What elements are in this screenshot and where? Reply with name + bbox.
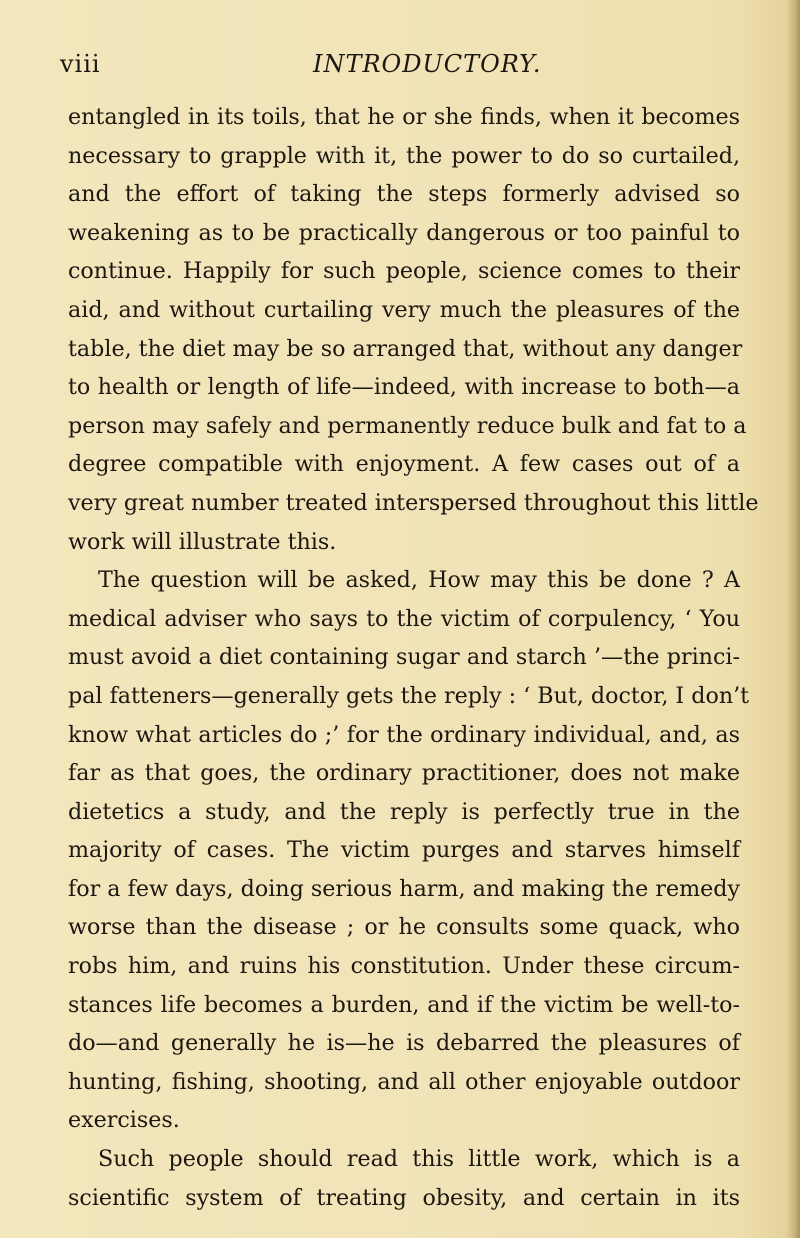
running-head	[60, 50, 760, 90]
text-line: do—and generally he is—he is debarred the pleasures of	[68, 1030, 740, 1057]
running-title: INTRODUCTORY.	[313, 50, 542, 78]
text-line: very great number treated interspersed throughout this little	[68, 489, 759, 516]
text-line: degree compatible with enjoyment. A few cases out of a	[68, 451, 740, 478]
text-line: to health or length of life—indeed, with increase to both—a	[68, 374, 740, 401]
text-line: scientific system of treating obesity, and certain in its	[68, 1184, 740, 1211]
text-line: hunting, fishing, shooting, and all other enjoyable outdoor	[68, 1068, 740, 1095]
text-line: pal fatteners—generally gets the reply : ‘ But, doctor, I don’t	[68, 682, 750, 709]
text-line: for a few days, doing serious harm, and making the remedy	[68, 875, 740, 902]
text-line: The question will be asked, How may this be done ? A	[98, 567, 740, 594]
text-line: necessary to grapple with it, the power to do so curtailed,	[68, 142, 740, 169]
text-line: entangled in its toils, that he or she finds, when it becomes	[68, 104, 740, 130]
text-line: must avoid a diet containing sugar and starch ’—the princi-	[68, 644, 740, 671]
text-line: exercises.	[68, 1107, 180, 1134]
text-line: know what articles do ;’ for the ordinary individual, and, as	[68, 721, 740, 748]
text-line: and the effort of taking the steps formerly advised so	[68, 181, 740, 208]
text-line: medical adviser who says to the victim of corpulency, ‘ You	[68, 605, 740, 632]
text-line: stances life becomes a burden, and if the victim be well-to-	[68, 991, 740, 1018]
text-line: weakening as to be practically dangerous or too painful to	[68, 219, 740, 246]
text-line: person may safely and permanently reduce bulk and fat to a	[68, 412, 747, 439]
text-line: continue. Happily for such people, science comes to their	[68, 258, 740, 285]
text-line: work will illustrate this.	[68, 528, 337, 555]
body-text	[68, 98, 759, 1217]
text-line: dietetics a study, and the reply is perfectly true in the	[68, 798, 740, 825]
text-line: far as that goes, the ordinary practitioner, does not make	[68, 760, 740, 787]
text-line: Such people should read this little work, which is a	[98, 1146, 740, 1173]
text-line: aid, and without curtailing very much the pleasures of the	[68, 296, 740, 323]
text-line: majority of cases. The victim purges and starves himself	[68, 837, 740, 864]
text-line: robs him, and ruins his constitution. Under these circum-	[68, 953, 740, 980]
page-edge-shadow	[786, 0, 800, 1238]
text-line: table, the diet may be so arranged that, without any danger	[68, 335, 743, 362]
text-line: worse than the disease ; or he consults some quack, who	[68, 914, 740, 941]
page-number: viii	[60, 50, 101, 78]
